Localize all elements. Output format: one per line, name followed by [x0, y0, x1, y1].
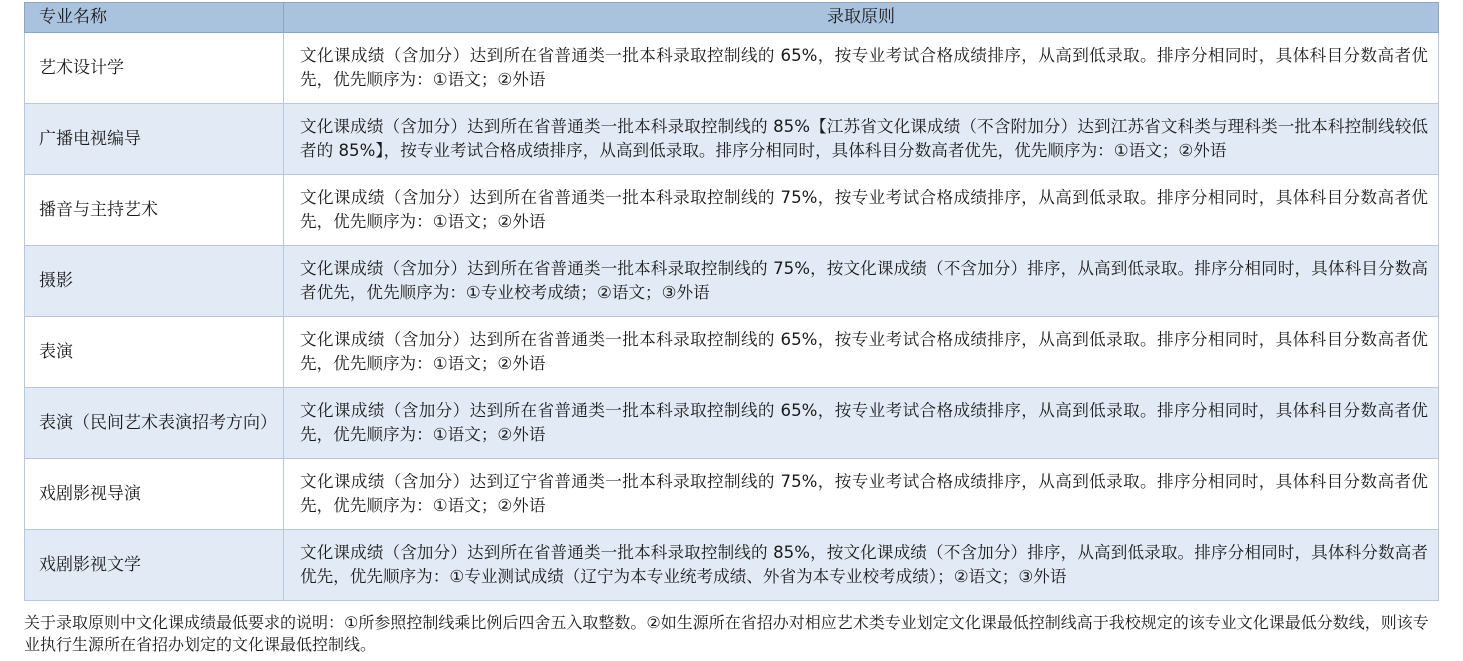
admission-rules-table-wrapper	[24, 2, 1438, 601]
major-name: 摄影	[25, 246, 284, 317]
major-name: 戏剧影视文学	[25, 530, 284, 601]
table-row	[25, 530, 1439, 601]
admission-rule: 文化课成绩（含加分）达到所在省普通类一批本科录取控制线的 65%，按专业考试合格成绩排序，从高到低录取。排序分相同时，具体科目分数高者优先，优先顺序为：①语文；②外语	[284, 388, 1439, 459]
admission-rule: 文化课成绩（含加分）达到所在省普通类一批本科录取控制线的 75%，按专业考试合格成绩排序，从高到低录取。排序分相同时，具体科目分数高者优先，优先顺序为：①语文；②外语	[284, 175, 1439, 246]
admission-rule: 文化课成绩（含加分）达到辽宁省普通类一批本科录取控制线的 75%，按专业考试合格成绩排序，从高到低录取。排序分相同时，具体科目分数高者优先，优先顺序为：①语文；②外语	[284, 459, 1439, 530]
table-header-row	[25, 3, 1439, 33]
table-row	[25, 388, 1439, 459]
admission-rules-table	[24, 2, 1439, 601]
major-name: 播音与主持艺术	[25, 175, 284, 246]
major-name: 戏剧影视导演	[25, 459, 284, 530]
major-name: 表演（民间艺术表演招考方向）	[25, 388, 284, 459]
admission-rule: 文化课成绩（含加分）达到所在省普通类一批本科录取控制线的 85%，按文化课成绩（不含加分）排序，从高到低录取。排序分相同时，具体科分数高者优先，优先顺序为：①专业测试成绩（辽宁为本专业统考成绩、外省为本专业校考成绩）；②语文；③外语	[284, 530, 1439, 601]
header-admission-rule: 录取原则	[284, 3, 1439, 33]
admission-rule: 文化课成绩（含加分）达到所在省普通类一批本科录取控制线的 75%，按文化课成绩（不含加分）排序，从高到低录取。排序分相同时，具体科目分数高者优先，优先顺序为：①专业校考成绩；②语文；③外语	[284, 246, 1439, 317]
admission-rule: 文化课成绩（含加分）达到所在省普通类一批本科录取控制线的 85%【江苏省文化课成绩（不含附加分）达到江苏省文科类与理科类一批本科控制线较低者的 85%】，按专业考试合格成绩排序，从高到低录取。排序分相同时，具体科目分数高者优先，优先顺序为：①语文；②外语	[284, 104, 1439, 175]
table-row	[25, 104, 1439, 175]
major-name: 艺术设计学	[25, 33, 284, 104]
header-major-name: 专业名称	[25, 3, 284, 33]
admission-rule: 文化课成绩（含加分）达到所在省普通类一批本科录取控制线的 65%，按专业考试合格成绩排序，从高到低录取。排序分相同时，具体科目分数高者优先，优先顺序为：①语文；②外语	[284, 317, 1439, 388]
admission-rule: 文化课成绩（含加分）达到所在省普通类一批本科录取控制线的 65%，按专业考试合格成绩排序，从高到低录取。排序分相同时，具体科目分数高者优先，优先顺序为：①语文；②外语	[284, 33, 1439, 104]
table-row	[25, 33, 1439, 104]
table-row	[25, 459, 1439, 530]
table-row	[25, 175, 1439, 246]
major-name: 广播电视编导	[25, 104, 284, 175]
footnote-explanation: 关于录取原则中文化课成绩最低要求的说明：①所参照控制线乘比例后四舍五入取整数。②如生源所在省招办对相应艺术类专业划定文化课最低控制线高于我校规定的该专业文化课最低分数线，则该专业执行生源所在省招办划定的文化课最低控制线。	[24, 613, 1429, 654]
major-name: 表演	[25, 317, 284, 388]
table-row	[25, 246, 1439, 317]
table-row	[25, 317, 1439, 388]
